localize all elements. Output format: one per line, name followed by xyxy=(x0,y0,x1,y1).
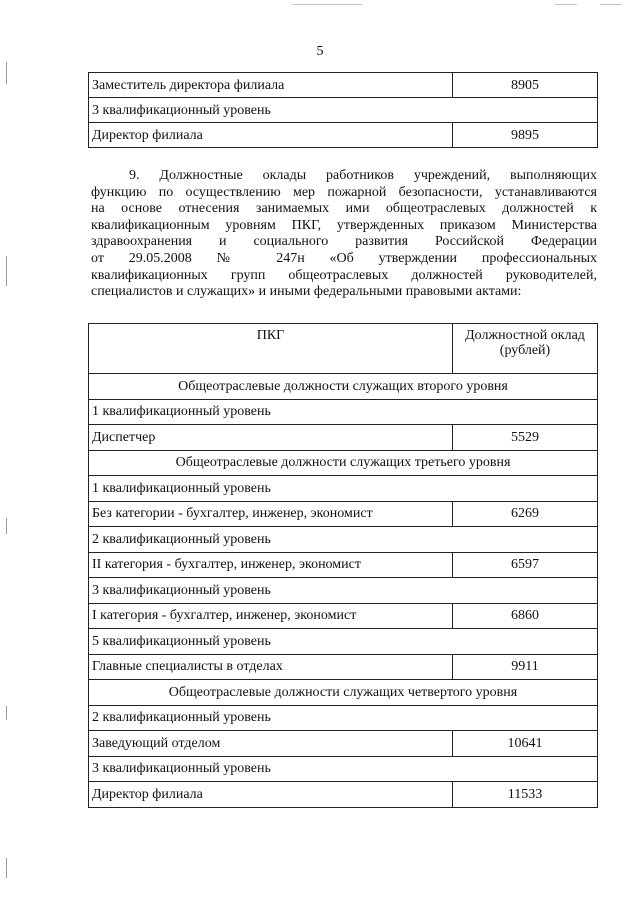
qualification-level-row xyxy=(89,629,598,655)
group-heading: Общеотраслевые должности служащих второго уровня xyxy=(89,374,598,400)
position-name: I категория - бухгалтер, инженер, экономист xyxy=(89,603,453,629)
scan-artifact-left-1 xyxy=(6,62,7,84)
group-heading: Общеотраслевые должности служащих четвертого уровня xyxy=(89,680,598,706)
scan-artifact-left-5 xyxy=(6,858,7,878)
qualification-level-row xyxy=(89,476,598,502)
salary-value: 8905 xyxy=(453,73,598,98)
salary-value: 6597 xyxy=(453,552,598,578)
salary-value: 6860 xyxy=(453,603,598,629)
table-row xyxy=(89,123,598,148)
qualification-level-row xyxy=(89,399,598,425)
header-salary xyxy=(453,324,598,374)
qualification-level: 3 квалификационный уровень xyxy=(89,98,598,123)
salary-table-continued xyxy=(88,72,598,148)
scan-artifact-top-right-2 xyxy=(600,4,622,5)
position-name: Заместитель директора филиала xyxy=(89,73,453,98)
paragraph-clause-9 xyxy=(91,168,597,301)
qualification-level-row xyxy=(89,98,598,123)
group-heading-row xyxy=(89,450,598,476)
table-row xyxy=(89,654,598,680)
table-row xyxy=(89,501,598,527)
position-name: II категория - бухгалтер, инженер, экономист xyxy=(89,552,453,578)
qualification-level: 2 квалификационный уровень xyxy=(89,527,598,553)
table-row xyxy=(89,731,598,757)
fire-safety-salary-table xyxy=(88,323,598,808)
position-name: Директор филиала xyxy=(89,123,453,148)
qualification-level: 1 квалификационный уровень xyxy=(89,476,598,502)
table-row xyxy=(89,603,598,629)
position-name: Диспетчер xyxy=(89,425,453,451)
qualification-level: 1 квалификационный уровень xyxy=(89,399,598,425)
table-row xyxy=(89,73,598,98)
paragraph-line: на основе отнесения занимаемых ими общеотраслевых должностей к xyxy=(91,201,597,217)
scan-artifact-top-right xyxy=(555,4,577,5)
paragraph-line: 9. Должностные оклады работников учреждений, выполняющих xyxy=(129,168,597,183)
qualification-level-row xyxy=(89,756,598,782)
qualification-level: 3 квалификационный уровень xyxy=(89,756,598,782)
salary-value: 11533 xyxy=(453,782,598,808)
qualification-level: 5 квалификационный уровень xyxy=(89,629,598,655)
salary-value: 6269 xyxy=(453,501,598,527)
table-row xyxy=(89,552,598,578)
table-row xyxy=(89,782,598,808)
paragraph-line: специалистов и служащих» и иными федеральными правовыми актами: xyxy=(91,284,522,300)
group-heading: Общеотраслевые должности служащих третьего уровня xyxy=(89,450,598,476)
paragraph-line: от 29.05.2008 № 247н «Об утверждении профессиональных xyxy=(91,250,597,266)
paragraph-line: здравоохранения и социального развития Российской Федерации xyxy=(91,234,597,250)
paragraph-line: квалификационных групп общеотраслевых должностей руководителей, xyxy=(91,267,597,283)
scan-artifact-top xyxy=(292,4,362,5)
header-pkg-label: ПКГ xyxy=(256,328,285,343)
paragraph-line: квалификационным уровням ПКГ, утвержденных приказом Министерства xyxy=(91,217,597,233)
qualification-level-row xyxy=(89,705,598,731)
salary-value: 9911 xyxy=(453,654,598,680)
salary-table-continued-body xyxy=(89,73,598,148)
salary-value: 9895 xyxy=(453,123,598,148)
qualification-level: 2 квалификационный уровень xyxy=(89,705,598,731)
paragraph-line: функцию по осуществлению мер пожарной безопасности, устанавливаются xyxy=(91,184,597,200)
position-name: Без категории - бухгалтер, инженер, экономист xyxy=(89,501,453,527)
table-header-row xyxy=(89,324,598,374)
page-number: 5 xyxy=(316,44,324,59)
header-salary-label: Должностной оклад xyxy=(465,328,585,343)
qualification-level-row xyxy=(89,578,598,604)
scan-artifact-left-3 xyxy=(6,518,7,534)
group-heading-row xyxy=(89,680,598,706)
fire-safety-salary-table-body xyxy=(89,374,598,808)
header-salary-unit: (рублей) xyxy=(499,343,551,358)
position-name: Заведующий отделом xyxy=(89,731,453,757)
group-heading-row xyxy=(89,374,598,400)
table-row xyxy=(89,425,598,451)
salary-value: 5529 xyxy=(453,425,598,451)
position-name: Директор филиала xyxy=(89,782,453,808)
header-pkg xyxy=(89,324,453,374)
salary-value: 10641 xyxy=(453,731,598,757)
qualification-level: 3 квалификационный уровень xyxy=(89,578,598,604)
scan-artifact-left-4 xyxy=(6,706,7,720)
qualification-level-row xyxy=(89,527,598,553)
position-name: Главные специалисты в отделах xyxy=(89,654,453,680)
scan-artifact-left-2 xyxy=(6,256,7,286)
